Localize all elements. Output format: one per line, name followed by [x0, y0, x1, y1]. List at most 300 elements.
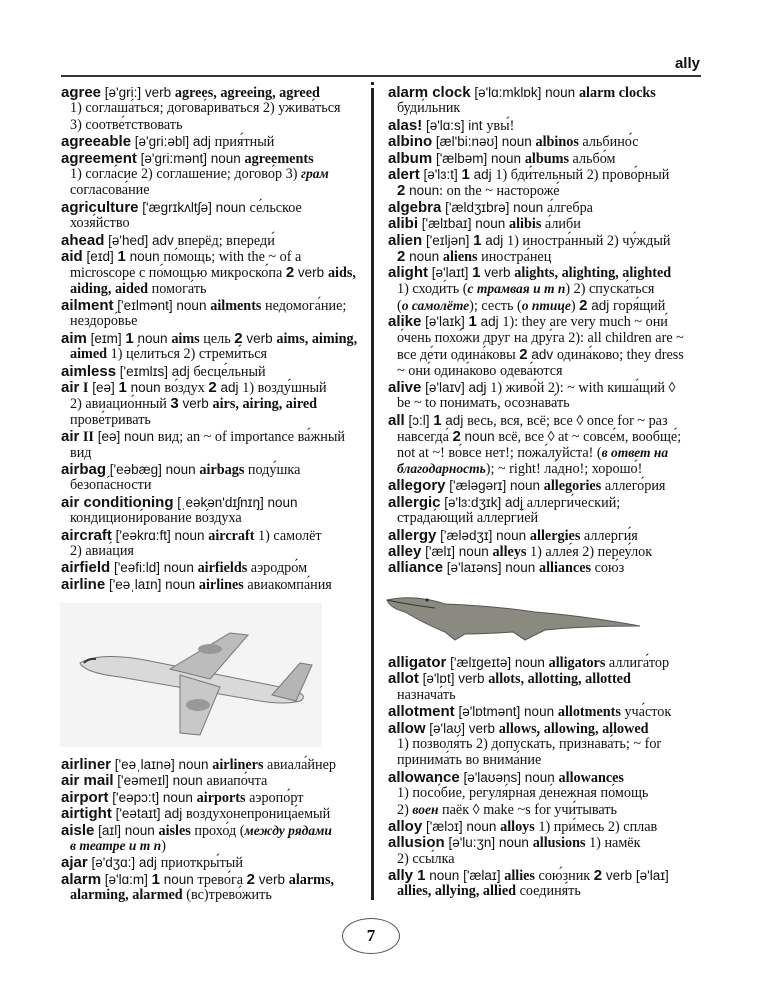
entry-continuation-line [61, 281, 357, 297]
translation: 2) авиа́ция [70, 542, 134, 559]
word-forms: II [79, 429, 94, 446]
headword: air [61, 428, 80, 446]
grammar-label: noun [125, 248, 164, 264]
sense-number: 2 [452, 428, 461, 446]
grammar-label: [ə'laɪəns] noun [443, 560, 539, 576]
entry-line [388, 313, 684, 329]
entry-line [388, 769, 671, 785]
usage-note: в театре и т п [70, 837, 162, 853]
sense-number: 2 [593, 867, 603, 885]
grammar-label: [ə'lɜ:dʒɪk] adj [440, 494, 527, 510]
grammar-label: ['eəˌlaɪnə] noun [111, 757, 213, 772]
translation: 1) це́литься 2) стреми́ться [107, 346, 268, 363]
grammar-label: [ɔ:l] [404, 412, 434, 428]
translation: аэропо́рт [245, 789, 304, 806]
translation: not at ~! во́все нет!; пожа́луйста! ( [397, 444, 602, 461]
entry-line [388, 494, 684, 510]
headword: allot [388, 670, 419, 688]
grammar-label: [ə'lɜ:t] [419, 166, 462, 182]
sense-number: 3 [170, 395, 179, 413]
column-rule-dot [371, 82, 374, 85]
headword: all [388, 411, 405, 429]
translation: сою́з [591, 560, 625, 577]
grammar-label: [ə'laʊəns] noun [459, 769, 559, 785]
grammar-label: ['ægrɪkʌltʃə] noun [138, 199, 250, 215]
headword: agriculture [61, 198, 139, 216]
entry-line [61, 379, 357, 395]
word-forms: allergies [529, 527, 581, 544]
grammar-label: noun [133, 330, 172, 346]
entry-line [61, 232, 357, 248]
entry-line [61, 248, 357, 264]
translation: ); ~ right! ла́дно!; хорошо́! [485, 460, 643, 477]
grammar-label: ['eətaɪt] adj [111, 806, 187, 822]
translation: аэродро́м [247, 560, 308, 577]
headword: alien [388, 231, 423, 249]
grammar-label: ['eəkrɑ:ft] noun [111, 527, 209, 543]
word-forms: allotments [557, 704, 621, 721]
grammar-label: ['æləgərɪ] noun [445, 478, 544, 494]
word-forms: agrees, agreeing, agreed [174, 85, 320, 101]
translation: все де́ти одина́ковы [397, 347, 520, 364]
alligator-illustration [385, 590, 643, 642]
headword: alas! [388, 116, 423, 134]
translation: 2) [397, 801, 413, 818]
word-forms: aids, [327, 265, 356, 282]
word-forms: aircraft [208, 527, 255, 544]
entry-continuation-line [388, 395, 684, 411]
grammar-label: [eɪm] [86, 330, 126, 346]
grammar-label: [ə'hed] adv [104, 232, 178, 248]
entry-continuation-line [61, 412, 357, 428]
running-head: ally [674, 55, 700, 72]
translation: назнача́ть [397, 686, 456, 703]
entry-continuation-line [388, 297, 684, 313]
grammar-label: noun [405, 183, 440, 199]
word-forms: allots, allotting, allotted [488, 671, 631, 688]
grammar-label: ['ælɪ] noun [421, 543, 493, 559]
translation: ) [161, 837, 166, 854]
word-forms: albinos [535, 134, 579, 151]
translation: 1) намёк [585, 835, 641, 852]
grammar-label: [ə'lɒt] verb [418, 671, 489, 687]
headword: alley [388, 542, 422, 560]
translation: ) [570, 298, 580, 315]
translation: авиапо́чта [206, 773, 268, 790]
translation: помога́ть [148, 280, 207, 297]
translation: горя́щий [613, 298, 666, 315]
grammar-label: verb [242, 330, 277, 346]
translation: аллерги́ческий; [526, 494, 621, 511]
entry-continuation-line [61, 445, 357, 461]
translation: авиакомпа́ния [243, 576, 332, 593]
sense-number: 2 [519, 346, 528, 364]
grammar-label: ['eɪljən] [422, 232, 474, 248]
translation: иностра́нец [477, 248, 552, 265]
sense-number: 1 [468, 313, 477, 331]
entry-line [61, 871, 336, 887]
grammar-label: ['ælɔɪ] noun [422, 818, 501, 834]
word-forms: alights, alighting, alighted [514, 265, 672, 282]
airliner-illustration [60, 603, 322, 747]
translation: be ~ to понима́ть, осознава́ть [397, 395, 570, 412]
grammar-label: ['eəˌlaɪn] noun [105, 576, 199, 592]
entry-line [388, 703, 671, 719]
entry-continuation-line [388, 461, 684, 477]
entry-continuation-line [388, 445, 684, 461]
translation: 1) возду́шный [242, 380, 327, 397]
translation: ( [397, 298, 402, 315]
entry-line [388, 379, 684, 395]
grammar-label: verb [480, 265, 515, 281]
entry-line [61, 559, 357, 575]
translation: паёк ◊ make ~s for учи́тывать [438, 801, 617, 818]
usage-note: с трамвая и т п [467, 280, 566, 296]
entry-continuation-line [388, 330, 684, 346]
sense-number: 1 [118, 379, 127, 397]
entry-line [61, 330, 357, 346]
translation: по́мощь; with the ~ of a [163, 248, 302, 265]
headword: ajar [61, 854, 88, 872]
sense-number: 2 [397, 247, 406, 265]
translation: ); сесть ( [469, 298, 522, 315]
word-forms: allegories [543, 478, 602, 495]
entry-continuation-line [388, 346, 684, 362]
entry-line [388, 264, 684, 280]
word-forms: alloys [500, 818, 535, 835]
translation: поду́шка [244, 461, 301, 478]
sense-number: 1 [473, 231, 482, 249]
entry-line [388, 559, 684, 575]
entry-continuation-line [388, 802, 671, 818]
entry-continuation-line [61, 543, 357, 559]
entry-continuation-line [61, 395, 357, 411]
translation: согласова́ние [70, 182, 150, 199]
translation: трево́га [197, 871, 247, 888]
grammar-label: noun [159, 871, 198, 887]
headword: aid [61, 247, 83, 265]
entry-line [61, 822, 336, 838]
grammar-label: [eə] noun [93, 429, 158, 445]
entry-line [61, 772, 336, 788]
grammar-label: adj [441, 412, 468, 428]
grammar-label: ['ælədʒɪ] noun [436, 527, 530, 543]
headword: ailment [61, 297, 114, 315]
sense-number: 2 [397, 182, 406, 200]
word-forms: allowances [558, 769, 624, 786]
grammar-label: noun [460, 429, 499, 445]
word-forms: agreements [244, 150, 314, 167]
headword: aim [61, 329, 87, 347]
grammar-label: [ə'lɑ:mklɒk] noun [470, 85, 579, 100]
sense-number: 1 [117, 247, 126, 265]
translation: се́льское [249, 199, 302, 216]
sense-number: 1 [461, 165, 470, 183]
word-forms: allies [504, 868, 535, 885]
grammar-label: [aɪl] noun [94, 822, 159, 838]
translation: вид [70, 444, 92, 461]
headword: airtight [61, 805, 112, 823]
page-number: 7 [342, 918, 400, 954]
translation: 2) авиацио́нный [70, 396, 171, 413]
entry-line [388, 199, 684, 215]
entry-line [61, 199, 357, 215]
entry-line [61, 84, 357, 100]
grammar-label: [ə'laɪv] adj [421, 380, 491, 396]
headword: alert [388, 165, 420, 183]
translation: навсегда́ [397, 429, 453, 446]
translation: авиала́йнер [263, 757, 336, 773]
grammar-label: ['eəfi:ld] noun [110, 560, 198, 576]
sense-number: 2 [208, 379, 217, 397]
entry-line [388, 84, 684, 100]
grammar-label: ['eɪmlɪs] adj [116, 363, 194, 379]
headword: allotment [388, 703, 455, 721]
grammar-label: [ə'gri:əbl] adj [131, 134, 215, 150]
translation: аллерги́я [580, 527, 638, 544]
entry-line [388, 412, 684, 428]
entry-line [388, 477, 684, 493]
word-forms: airs, airing, aired [212, 396, 318, 413]
translation: аллего́рия [601, 478, 666, 495]
translation: безопа́сности [70, 477, 152, 494]
entry-line [388, 133, 684, 149]
translation: сою́зник [534, 868, 594, 885]
entry-line [388, 150, 684, 166]
grammar-label: adj [481, 232, 507, 248]
entry-continuation-line [388, 510, 684, 526]
headword: alliance [388, 559, 444, 577]
entry-continuation-line [61, 182, 357, 198]
headword: ally 1 [388, 867, 426, 885]
translation: воздухонепроница́емый [186, 806, 331, 823]
sense-number: 2 [246, 870, 255, 888]
grammar-label: [ə'laɪk] [421, 314, 469, 330]
grammar-label: ['ælɪbaɪ] noun [418, 216, 510, 232]
grammar-label: [ə'lu:ʒn] noun [444, 835, 533, 851]
usage-note: о самолёте [401, 298, 470, 314]
translation: (вс)трево́жить [182, 887, 272, 904]
grammar-label: verb [294, 265, 328, 281]
translation: во́здух [164, 380, 209, 397]
grammar-label: ['eəbæg] noun [106, 461, 200, 477]
entry-line [61, 133, 357, 149]
translation: прия́тный [214, 134, 275, 151]
translation: буди́льник [397, 100, 461, 117]
entry-line [61, 756, 336, 772]
word-forms: alligators [548, 655, 606, 671]
usage-note: между рядами [244, 822, 332, 838]
headword: agreement [61, 149, 137, 167]
word-forms: alleys [492, 543, 527, 560]
grammar-label: ['ældʒɪbrə] noun [441, 199, 547, 215]
grammar-label: ['eɪlmənt] noun [113, 298, 211, 314]
grammar-label: verb [ə'laɪ] [602, 868, 669, 884]
translation: увы́! [486, 117, 515, 134]
entry-continuation-line [388, 883, 671, 899]
headword: allusion [388, 834, 445, 852]
entry-line [61, 428, 357, 444]
grammar-label: adj [469, 166, 496, 182]
headword: alike [388, 313, 422, 331]
entry-line [61, 789, 336, 805]
word-forms: aiding, aided [70, 280, 149, 297]
grammar-label: [ə'laɪt] [428, 265, 473, 281]
word-forms: airports [196, 789, 246, 806]
entry-continuation-line [61, 510, 357, 526]
word-forms: alliances [539, 560, 592, 577]
headword: alarm [61, 870, 102, 888]
translation: ~ они́ одина́ково одева́ются [397, 362, 563, 379]
entry-line [388, 117, 684, 133]
entry-continuation-line [388, 248, 684, 264]
headword: alligator [388, 654, 447, 671]
headword: airfield [61, 559, 111, 577]
translation: 1) позволя́ть 2) допуска́ть, признава́ть; ~ for [397, 735, 662, 752]
headword: airliner [61, 756, 112, 773]
usage-note: воен [412, 801, 439, 817]
translation: хозя́йство [70, 215, 130, 232]
grammar-label: [æl'bi:nəʊ] noun [432, 134, 536, 150]
grammar-label: [ə'gri:] verb [101, 85, 175, 100]
entry-line [388, 527, 684, 543]
grammar-label: verb [254, 871, 289, 887]
entry-line [61, 805, 336, 821]
word-forms: aimed [70, 346, 108, 363]
grammar-label: adv [527, 347, 557, 363]
translation: принима́ть во внима́ние [397, 752, 542, 769]
headword: allergy [388, 526, 437, 544]
grammar-label: [ə'lɒtmənt] noun [454, 704, 558, 720]
entry-line [61, 150, 357, 166]
translation: 1) при́месь 2) сплав [534, 818, 658, 835]
usage-note: благодарность [397, 460, 486, 476]
translation: кондициони́рование во́здуха [70, 510, 242, 527]
entry-line [388, 654, 671, 670]
translation: соединя́ть [516, 883, 581, 900]
entry-line [61, 854, 336, 870]
entry-line [61, 297, 357, 313]
headword: air mail [61, 772, 114, 790]
grammar-label: ['ælbəm] noun [432, 150, 525, 166]
headword: aircraft [61, 526, 112, 544]
translation: 1) живо́й 2): ~ with киша́щий ◊ [490, 380, 676, 397]
entry-continuation-line [61, 215, 357, 231]
headword: airport [61, 788, 109, 806]
word-forms: I [79, 380, 89, 397]
headword: airbag [61, 460, 107, 478]
translation: альбино́с [578, 134, 639, 151]
translation: бесце́льный [193, 363, 266, 380]
right-column-top-entries [388, 84, 684, 576]
word-forms: airfields [197, 560, 248, 577]
headword: allegory [388, 477, 446, 495]
translation: 1) бди́тельный 2) прово́рный [495, 166, 670, 183]
entry-continuation-line [61, 346, 357, 362]
entry-line [61, 363, 357, 379]
entry-continuation-line [61, 887, 336, 903]
entry-continuation-line [61, 100, 357, 116]
entry-continuation-line [61, 264, 357, 280]
entry-continuation-line [388, 428, 684, 444]
headword: alarm clock [388, 84, 471, 101]
headword: album [388, 149, 433, 167]
headword: albino [388, 133, 433, 151]
word-forms: airbags [199, 461, 245, 478]
entry-line [388, 720, 671, 736]
usage-note: о птице [521, 298, 571, 314]
left-column-bottom-entries [61, 756, 336, 904]
translation: уча́сток [620, 704, 672, 721]
entry-line [388, 232, 684, 248]
sense-number: 1 [472, 264, 481, 282]
headword: alibi [388, 215, 419, 233]
translation: 1) посо́бие, регуля́рная де́нежная по́мощь [397, 785, 649, 802]
word-forms: aisles [158, 822, 191, 839]
grammar-label: [eɪd] [82, 248, 118, 264]
entry-continuation-line [61, 477, 357, 493]
grammar-label: adj [587, 298, 614, 314]
headword: air [61, 379, 80, 397]
word-forms: airliners [212, 757, 264, 773]
translation: весь, вся, всё; все ◊ once for ~ раз [467, 412, 668, 429]
sense-number: 2 [234, 329, 243, 347]
translation: а́лгебра [546, 199, 593, 216]
grammar-label: ['eəpɔ:t] noun [108, 789, 197, 805]
headword: allowance [388, 768, 460, 786]
entry-continuation-line [388, 785, 671, 801]
translation: приоткры́тый [160, 855, 243, 872]
grammar-label: adj [216, 380, 243, 396]
grammar-label: [ˌeəkən'dɪʃnɪŋ] noun [173, 494, 298, 510]
entry-continuation-line [61, 313, 357, 329]
usage-note: грам [300, 165, 329, 181]
entry-continuation-line [388, 752, 671, 768]
word-forms: alarming, alarmed [70, 887, 183, 904]
sense-number: 1 [433, 411, 442, 429]
translation: всё, все ◊ at ~ совсе́м, вообще́; [498, 429, 682, 446]
grammar-label: [ə'lɑ:m] [101, 871, 152, 887]
translation: страда́ющий аллерги́ей [397, 510, 539, 527]
entry-line [388, 166, 684, 182]
word-forms: allows, allowing, allowed [498, 720, 649, 737]
grammar-label: [eə] [88, 380, 119, 396]
headword: air conditioning [61, 493, 174, 511]
sense-number: 2 [285, 264, 295, 282]
grammar-label: noun [405, 248, 443, 264]
translation: : on the ~ настороже́ [439, 183, 560, 200]
translation: 1) соглаша́ться; догова́риваться 2) ужива́ться [70, 100, 341, 117]
headword: agree [61, 84, 102, 101]
grammar-label: ['ælɪgeɪtə] noun [446, 655, 549, 670]
word-forms: aims, aiming, [276, 330, 358, 347]
entry-line [388, 818, 671, 834]
entry-continuation-line [61, 117, 357, 133]
entry-continuation-line [388, 687, 671, 703]
headword: alloy [388, 817, 423, 835]
headword: airline [61, 575, 106, 593]
translation: 1) иностра́нный 2) чу́ждый [506, 232, 671, 249]
word-forms: alarm clocks [578, 85, 656, 101]
translation: нездоро́вье [70, 313, 138, 330]
entry-line [61, 494, 357, 510]
translation: цель [199, 330, 235, 347]
translation: ) 2) спуска́ться [565, 280, 655, 297]
grammar-label: noun ['ælaɪ] [425, 868, 505, 884]
usage-note: в ответ на [601, 444, 669, 460]
entry-line [388, 215, 684, 231]
translation: одина́ково; they dress [556, 347, 684, 364]
